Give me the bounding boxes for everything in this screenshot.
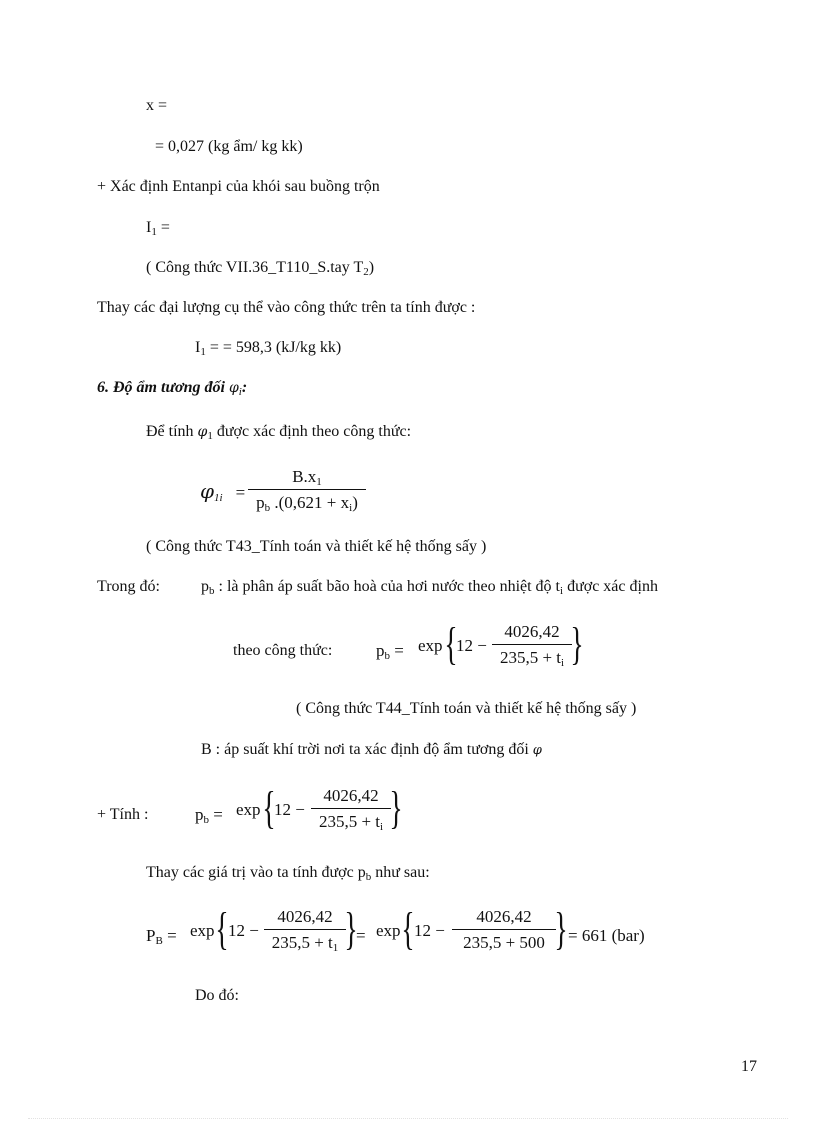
PB-formula-fraction-1: 4026,42 $235,5 + t_1$ <box>264 906 346 954</box>
entanpi-line: + Xác định Entanpi của khói sau buồng trộn <box>97 178 380 195</box>
pb-formula-1-fraction: 4026,42 $235,5 + t_i$ <box>492 621 572 669</box>
PB-formula-twelve-1: 12 − <box>228 921 259 940</box>
pb-formula-1-left-brace: { <box>444 618 458 669</box>
de-tinh-line: Để tính $\varphi_1$ được xác định theo công thức: <box>146 423 412 442</box>
I1-result: $I_1$ = = 598,3 (kJ/kg kk) <box>195 339 342 358</box>
pb-formula-2-right-brace: } <box>389 782 403 833</box>
do-do-label: Do đó: <box>195 987 239 1004</box>
pb-formula-1-right-brace: } <box>570 618 584 669</box>
x-value: = 0,027 (kg ẩm/ kg kk) <box>155 138 303 155</box>
B-definition: B : áp suất khí trời nơi ta xác định độ ẩm tương đối φ <box>201 741 542 758</box>
pb-formula-2-fraction: 4026,42 $235,5 + t_i$ <box>311 785 391 833</box>
tinh-label: + Tính : <box>97 806 149 823</box>
page-number: 17 <box>741 1058 757 1075</box>
PB-formula-right-brace-1: } <box>344 903 358 954</box>
pb-formula-1-exp: exp <box>418 636 443 655</box>
pb-formula-2-lhs: $p_b$ = <box>195 805 223 826</box>
pb-formula-2-exp: exp <box>236 800 261 819</box>
substitute-line: Thay các đại lượng cụ thể vào công thức trên ta tính được : <box>97 299 476 316</box>
pb-formula-1-twelve: 12 − <box>456 636 487 655</box>
phi-formula-lhs: $\varphi_{1i}$ = <box>200 479 246 504</box>
PB-formula-exp-1: exp <box>190 921 215 940</box>
PB-formula-lhs: $P_B$ = <box>146 926 177 947</box>
PB-formula-twelve-2: 12 − <box>414 921 445 940</box>
pb-formula-2-twelve: 12 − <box>274 800 305 819</box>
I1-equation: $I_1$ = <box>146 219 170 238</box>
x-equation: x = <box>146 97 168 114</box>
reference-t43: ( Công thức T43_Tính toán và thiết kế hệ thống sấy ) <box>146 538 487 555</box>
pb-formula-2-left-brace: { <box>262 782 276 833</box>
pb-definition: $p_b$ : là phân áp suất bão hoà của hơi nước theo nhiệt độ $t_i$ được xác định <box>201 578 658 597</box>
PB-formula-middle-equals: = <box>356 926 366 945</box>
reference-t44: ( Công thức T44_Tính toán và thiết kế hệ thống sấy ) <box>296 700 637 717</box>
pb-formula-1-lhs: $p_b$ = <box>376 641 404 662</box>
PB-formula-exp-2: exp <box>376 921 401 940</box>
phi-formula-fraction: $B.x_1$ $p_b$ $.(0,621 + x_i)$ <box>248 466 366 514</box>
PB-formula-right-brace-2: } <box>554 903 568 954</box>
thay-cac-gia-tri-line: Thay các giá trị vào ta tính được $p_b$ như sau: <box>146 864 430 883</box>
PB-formula-result: = 661 (bar) <box>568 926 645 945</box>
PB-formula-left-brace-2: { <box>401 903 415 954</box>
PB-formula-left-brace-1: { <box>215 903 229 954</box>
section-heading: 6. Độ ẩm tương đối $\varphi_i$: <box>97 379 248 398</box>
trong-do-label: Trong đó: <box>97 578 160 595</box>
PB-formula-fraction-2: 4026,42 235,5 + 500 <box>452 906 556 954</box>
theo-cong-thuc-label: theo công thức: <box>233 642 333 659</box>
page-bottom-divider <box>28 1118 788 1119</box>
reference-vii36: ( Công thức VII.36_T110_S.tay $T_2$) <box>146 259 375 278</box>
